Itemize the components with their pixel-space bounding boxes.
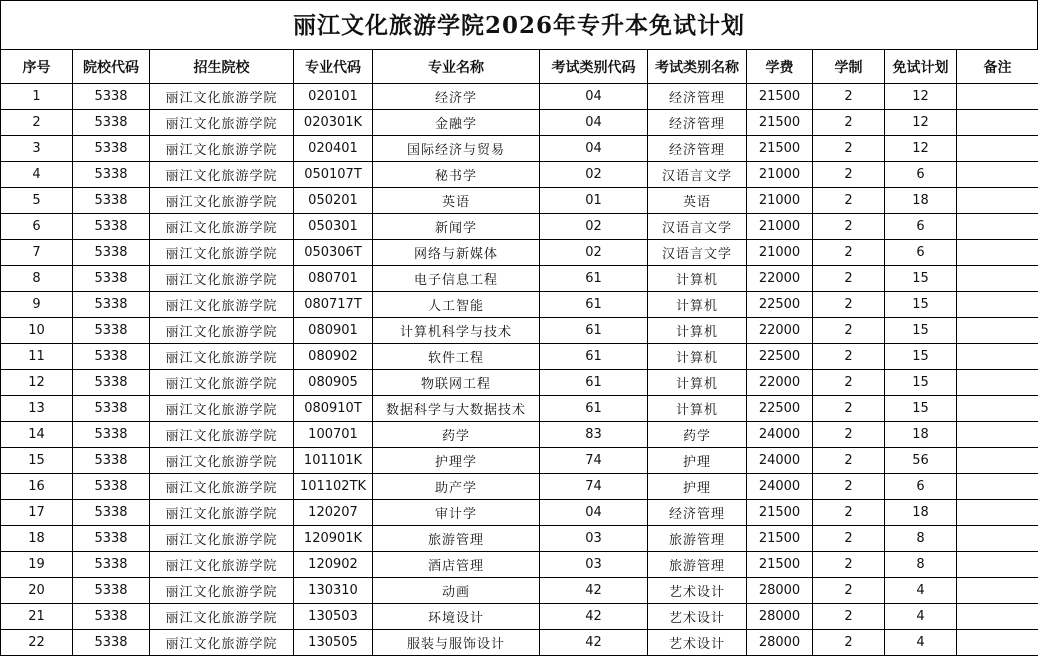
exam-code-cell: 83 [540,422,648,448]
exam-code-cell: 74 [540,474,648,500]
seq-cell: 9 [1,292,73,318]
exam-code-cell: 02 [540,240,648,266]
exam-name-cell: 计算机 [648,396,747,422]
tuition-cell: 22000 [747,318,813,344]
plan-table [0,49,1038,656]
header-row [1,50,1038,84]
tuition-cell: 21000 [747,162,813,188]
header-cell-seq: 序号 [1,50,73,84]
major-code-cell: 050301 [294,214,373,240]
major-code-cell: 120902 [294,552,373,578]
exam-name-cell: 汉语言文学 [648,240,747,266]
quota-cell: 6 [885,214,957,240]
quota-cell: 12 [885,84,957,110]
seq-cell: 15 [1,448,73,474]
exam-code-cell: 04 [540,110,648,136]
remarks-cell [957,162,1038,188]
remarks-cell [957,552,1038,578]
major-code-cell: 130310 [294,578,373,604]
major-name-cell: 国际经济与贸易 [373,136,540,162]
quota-cell: 15 [885,370,957,396]
major-code-cell: 080905 [294,370,373,396]
table-row [1,448,1038,474]
quota-cell: 15 [885,344,957,370]
quota-cell: 15 [885,266,957,292]
major-code-cell: 050107T [294,162,373,188]
major-name-cell: 酒店管理 [373,552,540,578]
major-code-cell: 020101 [294,84,373,110]
remarks-cell [957,474,1038,500]
duration-cell: 2 [813,84,885,110]
exam-name-cell: 护理 [648,474,747,500]
major-name-cell: 助产学 [373,474,540,500]
exam-name-cell: 计算机 [648,318,747,344]
seq-cell: 10 [1,318,73,344]
school-name-cell: 丽江文化旅游学院 [150,214,294,240]
school-name-cell: 丽江文化旅游学院 [150,292,294,318]
seq-cell: 17 [1,500,73,526]
major-name-cell: 服装与服饰设计 [373,630,540,656]
school-code-cell: 5338 [73,292,150,318]
school-code-cell: 5338 [73,318,150,344]
header-cell-quota: 免试计划 [885,50,957,84]
tuition-cell: 21500 [747,500,813,526]
remarks-cell [957,84,1038,110]
exam-name-cell: 经济管理 [648,84,747,110]
school-code-cell: 5338 [73,214,150,240]
tuition-cell: 21500 [747,136,813,162]
school-code-cell: 5338 [73,396,150,422]
sheet-title: 丽江文化旅游学院2026年专升本免试计划 [0,0,1038,49]
table-row [1,110,1038,136]
seq-cell: 3 [1,136,73,162]
header-cell-school-code: 院校代码 [73,50,150,84]
major-name-cell: 计算机科学与技术 [373,318,540,344]
table-row [1,136,1038,162]
remarks-cell [957,448,1038,474]
table-row [1,318,1038,344]
exam-name-cell: 旅游管理 [648,526,747,552]
table-row [1,344,1038,370]
header-cell-exam-code: 考试类别代码 [540,50,648,84]
table-row [1,370,1038,396]
school-name-cell: 丽江文化旅游学院 [150,84,294,110]
exam-code-cell: 03 [540,526,648,552]
seq-cell: 1 [1,84,73,110]
major-code-cell: 080901 [294,318,373,344]
duration-cell: 2 [813,214,885,240]
school-name-cell: 丽江文化旅游学院 [150,630,294,656]
duration-cell: 2 [813,630,885,656]
tuition-cell: 22500 [747,396,813,422]
remarks-cell [957,500,1038,526]
major-code-cell: 080701 [294,266,373,292]
tuition-cell: 22500 [747,292,813,318]
major-code-cell: 130505 [294,630,373,656]
tuition-cell: 28000 [747,630,813,656]
school-name-cell: 丽江文化旅游学院 [150,396,294,422]
school-name-cell: 丽江文化旅游学院 [150,474,294,500]
duration-cell: 2 [813,422,885,448]
seq-cell: 18 [1,526,73,552]
duration-cell: 2 [813,136,885,162]
exam-code-cell: 42 [540,630,648,656]
tuition-cell: 24000 [747,422,813,448]
exam-code-cell: 42 [540,604,648,630]
tuition-cell: 24000 [747,474,813,500]
major-code-cell: 101101K [294,448,373,474]
remarks-cell [957,266,1038,292]
tuition-cell: 21500 [747,526,813,552]
table-row [1,292,1038,318]
remarks-cell [957,604,1038,630]
duration-cell: 2 [813,266,885,292]
school-name-cell: 丽江文化旅游学院 [150,448,294,474]
table-body [1,84,1038,656]
school-name-cell: 丽江文化旅游学院 [150,422,294,448]
duration-cell: 2 [813,240,885,266]
school-code-cell: 5338 [73,84,150,110]
remarks-cell [957,578,1038,604]
exam-name-cell: 经济管理 [648,136,747,162]
tuition-cell: 21500 [747,552,813,578]
header-cell-school-name: 招生院校 [150,50,294,84]
major-name-cell: 动画 [373,578,540,604]
header-cell-major-name: 专业名称 [373,50,540,84]
seq-cell: 14 [1,422,73,448]
major-code-cell: 020401 [294,136,373,162]
remarks-cell [957,188,1038,214]
header-cell-tuition: 学费 [747,50,813,84]
exam-code-cell: 02 [540,214,648,240]
tuition-cell: 21500 [747,110,813,136]
school-code-cell: 5338 [73,604,150,630]
duration-cell: 2 [813,396,885,422]
school-name-cell: 丽江文化旅游学院 [150,318,294,344]
school-code-cell: 5338 [73,162,150,188]
seq-cell: 11 [1,344,73,370]
exam-name-cell: 艺术设计 [648,630,747,656]
quota-cell: 18 [885,422,957,448]
seq-cell: 20 [1,578,73,604]
tuition-cell: 21500 [747,84,813,110]
major-name-cell: 软件工程 [373,344,540,370]
duration-cell: 2 [813,474,885,500]
major-name-cell: 物联网工程 [373,370,540,396]
table-row [1,422,1038,448]
quota-cell: 15 [885,396,957,422]
remarks-cell [957,318,1038,344]
remarks-cell [957,422,1038,448]
school-code-cell: 5338 [73,136,150,162]
tuition-cell: 28000 [747,578,813,604]
school-name-cell: 丽江文化旅游学院 [150,370,294,396]
school-code-cell: 5338 [73,630,150,656]
school-name-cell: 丽江文化旅游学院 [150,344,294,370]
duration-cell: 2 [813,604,885,630]
seq-cell: 4 [1,162,73,188]
header-cell-duration: 学制 [813,50,885,84]
exam-name-cell: 计算机 [648,292,747,318]
exam-name-cell: 艺术设计 [648,578,747,604]
exam-name-cell: 英语 [648,188,747,214]
table-row [1,630,1038,656]
school-name-cell: 丽江文化旅游学院 [150,110,294,136]
seq-cell: 16 [1,474,73,500]
major-name-cell: 经济学 [373,84,540,110]
quota-cell: 8 [885,526,957,552]
tuition-cell: 24000 [747,448,813,474]
exam-name-cell: 护理 [648,448,747,474]
tuition-cell: 22000 [747,266,813,292]
seq-cell: 19 [1,552,73,578]
exam-name-cell: 汉语言文学 [648,162,747,188]
major-code-cell: 120207 [294,500,373,526]
school-code-cell: 5338 [73,110,150,136]
quota-cell: 4 [885,630,957,656]
remarks-cell [957,344,1038,370]
quota-cell: 18 [885,500,957,526]
major-name-cell: 英语 [373,188,540,214]
school-code-cell: 5338 [73,240,150,266]
header-cell-remarks: 备注 [957,50,1038,84]
table-row [1,552,1038,578]
school-code-cell: 5338 [73,578,150,604]
exam-code-cell: 61 [540,292,648,318]
school-code-cell: 5338 [73,526,150,552]
tuition-cell: 22500 [747,344,813,370]
table-row [1,188,1038,214]
major-name-cell: 护理学 [373,448,540,474]
exam-name-cell: 艺术设计 [648,604,747,630]
remarks-cell [957,292,1038,318]
school-code-cell: 5338 [73,500,150,526]
table-row [1,396,1038,422]
quota-cell: 8 [885,552,957,578]
quota-cell: 15 [885,292,957,318]
seq-cell: 21 [1,604,73,630]
duration-cell: 2 [813,110,885,136]
duration-cell: 2 [813,526,885,552]
seq-cell: 7 [1,240,73,266]
tuition-cell: 21000 [747,188,813,214]
school-code-cell: 5338 [73,188,150,214]
exam-code-cell: 02 [540,162,648,188]
exam-code-cell: 04 [540,500,648,526]
remarks-cell [957,110,1038,136]
exam-code-cell: 61 [540,266,648,292]
table-row [1,604,1038,630]
major-code-cell: 050306T [294,240,373,266]
exam-code-cell: 61 [540,344,648,370]
remarks-cell [957,214,1038,240]
quota-cell: 12 [885,110,957,136]
seq-cell: 12 [1,370,73,396]
school-code-cell: 5338 [73,422,150,448]
tuition-cell: 21000 [747,240,813,266]
exam-code-cell: 61 [540,370,648,396]
table-row [1,578,1038,604]
exam-code-cell: 04 [540,136,648,162]
remarks-cell [957,240,1038,266]
major-name-cell: 环境设计 [373,604,540,630]
exam-name-cell: 计算机 [648,370,747,396]
school-name-cell: 丽江文化旅游学院 [150,240,294,266]
major-name-cell: 药学 [373,422,540,448]
exam-code-cell: 74 [540,448,648,474]
major-code-cell: 020301K [294,110,373,136]
school-name-cell: 丽江文化旅游学院 [150,526,294,552]
quota-cell: 15 [885,318,957,344]
remarks-cell [957,370,1038,396]
quota-cell: 6 [885,162,957,188]
school-code-cell: 5338 [73,266,150,292]
school-code-cell: 5338 [73,370,150,396]
exam-name-cell: 汉语言文学 [648,214,747,240]
exam-name-cell: 经济管理 [648,500,747,526]
major-name-cell: 电子信息工程 [373,266,540,292]
duration-cell: 2 [813,448,885,474]
table-row [1,500,1038,526]
exam-name-cell: 经济管理 [648,110,747,136]
major-code-cell: 050201 [294,188,373,214]
table-row [1,214,1038,240]
seq-cell: 5 [1,188,73,214]
school-code-cell: 5338 [73,344,150,370]
seq-cell: 2 [1,110,73,136]
seq-cell: 6 [1,214,73,240]
school-code-cell: 5338 [73,448,150,474]
table-row [1,162,1038,188]
duration-cell: 2 [813,370,885,396]
seq-cell: 8 [1,266,73,292]
seq-cell: 13 [1,396,73,422]
exam-name-cell: 旅游管理 [648,552,747,578]
quota-cell: 12 [885,136,957,162]
exam-code-cell: 42 [540,578,648,604]
major-code-cell: 080717T [294,292,373,318]
exam-code-cell: 04 [540,84,648,110]
exam-code-cell: 01 [540,188,648,214]
quota-cell: 4 [885,578,957,604]
exam-code-cell: 61 [540,318,648,344]
tuition-cell: 22000 [747,370,813,396]
major-name-cell: 秘书学 [373,162,540,188]
duration-cell: 2 [813,162,885,188]
remarks-cell [957,526,1038,552]
duration-cell: 2 [813,318,885,344]
quota-cell: 4 [885,604,957,630]
quota-cell: 18 [885,188,957,214]
major-name-cell: 新闻学 [373,214,540,240]
major-name-cell: 审计学 [373,500,540,526]
remarks-cell [957,396,1038,422]
school-name-cell: 丽江文化旅游学院 [150,136,294,162]
school-name-cell: 丽江文化旅游学院 [150,188,294,214]
quota-cell: 6 [885,474,957,500]
major-code-cell: 100701 [294,422,373,448]
school-name-cell: 丽江文化旅游学院 [150,604,294,630]
remarks-cell [957,630,1038,656]
school-name-cell: 丽江文化旅游学院 [150,578,294,604]
tuition-cell: 21000 [747,214,813,240]
duration-cell: 2 [813,292,885,318]
major-code-cell: 130503 [294,604,373,630]
exam-code-cell: 61 [540,396,648,422]
header-cell-exam-name: 考试类别名称 [648,50,747,84]
major-code-cell: 080910T [294,396,373,422]
quota-cell: 56 [885,448,957,474]
exam-code-cell: 03 [540,552,648,578]
school-name-cell: 丽江文化旅游学院 [150,500,294,526]
duration-cell: 2 [813,188,885,214]
school-name-cell: 丽江文化旅游学院 [150,266,294,292]
table-row [1,240,1038,266]
tuition-cell: 28000 [747,604,813,630]
duration-cell: 2 [813,552,885,578]
school-code-cell: 5338 [73,474,150,500]
duration-cell: 2 [813,578,885,604]
table-row [1,526,1038,552]
major-code-cell: 080902 [294,344,373,370]
duration-cell: 2 [813,500,885,526]
major-code-cell: 120901K [294,526,373,552]
exam-name-cell: 药学 [648,422,747,448]
table-row [1,266,1038,292]
exam-name-cell: 计算机 [648,344,747,370]
duration-cell: 2 [813,344,885,370]
quota-cell: 6 [885,240,957,266]
remarks-cell [957,136,1038,162]
major-name-cell: 人工智能 [373,292,540,318]
exam-name-cell: 计算机 [648,266,747,292]
major-name-cell: 金融学 [373,110,540,136]
school-name-cell: 丽江文化旅游学院 [150,552,294,578]
table-row [1,84,1038,110]
seq-cell: 22 [1,630,73,656]
header-cell-major-code: 专业代码 [294,50,373,84]
table-row [1,474,1038,500]
major-code-cell: 101102TK [294,474,373,500]
school-code-cell: 5338 [73,552,150,578]
major-name-cell: 网络与新媒体 [373,240,540,266]
major-name-cell: 数据科学与大数据技术 [373,396,540,422]
school-name-cell: 丽江文化旅游学院 [150,162,294,188]
major-name-cell: 旅游管理 [373,526,540,552]
